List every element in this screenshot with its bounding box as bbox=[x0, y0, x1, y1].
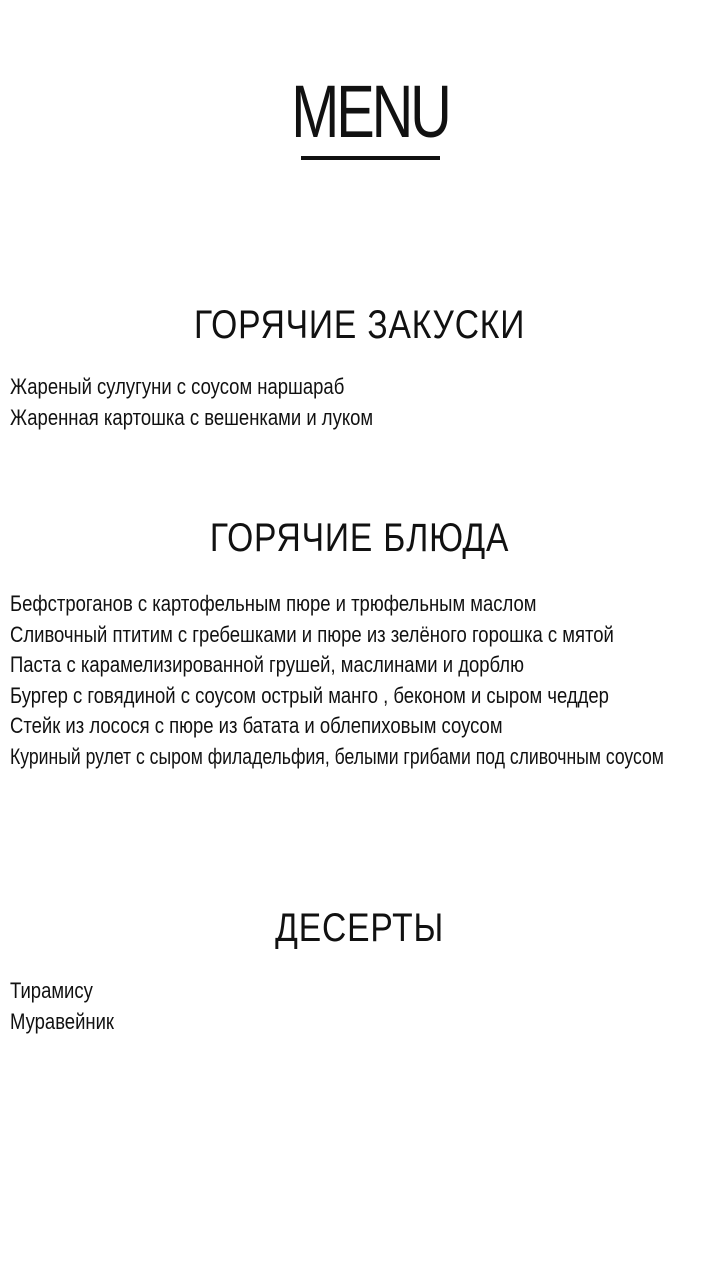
hot-dishes-list bbox=[10, 589, 719, 773]
menu-item: Тирамису bbox=[10, 978, 93, 1003]
section-heading-hot-dishes: ГОРЯЧИЕ БЛЮДА bbox=[209, 516, 510, 560]
hot-appetizers-list bbox=[10, 372, 442, 433]
section-heading-hot-appetizers: ГОРЯЧИЕ ЗАКУСКИ bbox=[193, 303, 526, 347]
menu-item: Бефстроганов с картофельным пюре и трюфельным маслом bbox=[10, 591, 537, 616]
desserts-list bbox=[10, 976, 134, 1037]
menu-item: Стейк из лосося с пюре из батата и облепиховым соусом bbox=[10, 713, 503, 739]
menu-title: MENU bbox=[291, 70, 449, 153]
menu-item: Сливочный птитим с гребешками и пюре из зелёного горошка с мятой bbox=[10, 621, 614, 647]
menu-item: Бургер с говядиной с соусом острый манго , беконом и сыром чеддер bbox=[10, 682, 609, 708]
menu-item: Жаренная картошка с вешенками и луком bbox=[10, 404, 374, 430]
section-heading-desserts: ДЕСЕРТЫ bbox=[275, 906, 445, 950]
menu-item: Жареный сулугуни с соусом наршараб bbox=[10, 374, 345, 399]
menu-title-underline bbox=[301, 156, 440, 160]
menu-item: Муравейник bbox=[10, 1008, 115, 1034]
menu-item: Куриный рулет с сыром филадельфия, белыми грибами под сливочным соусом bbox=[10, 743, 664, 769]
menu-item: Паста с карамелизированной грушей, маслинами и дорблю bbox=[10, 652, 524, 678]
